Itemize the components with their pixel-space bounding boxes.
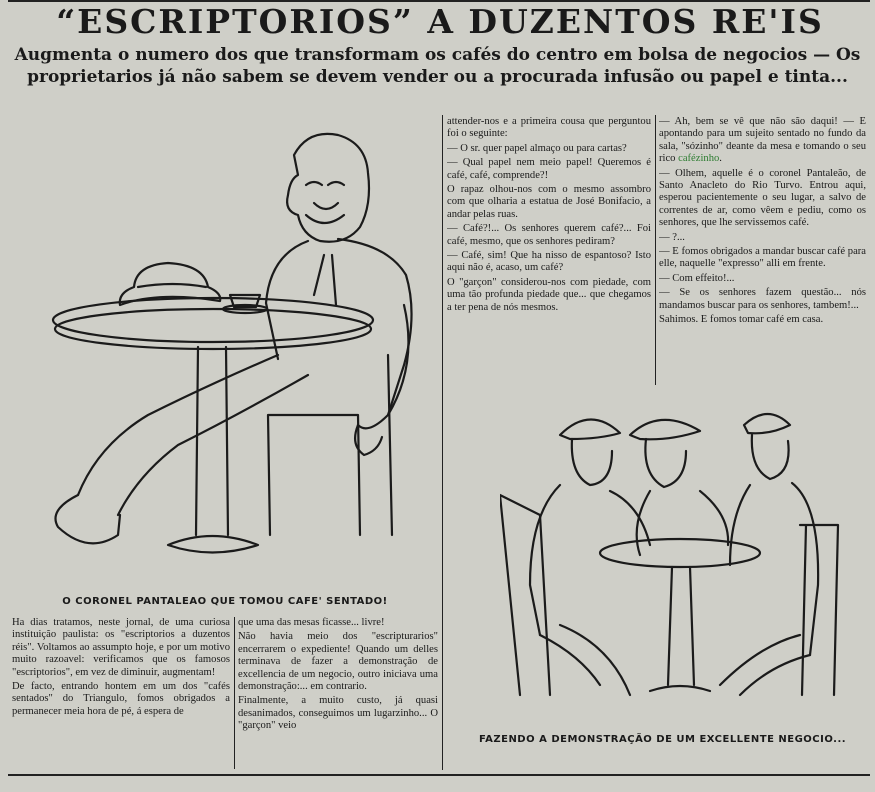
paragraph: — Com effeito!... xyxy=(659,272,735,284)
paragraph: attender-nos e a primeira cousa que perguntou foi o seguinte: xyxy=(447,116,651,140)
caption-right: FAZENDO A DEMONSTRAÇÃO DE UM EXCELLENTE NEGOCIO... xyxy=(478,734,847,745)
column-bottom-left-2 xyxy=(238,617,438,769)
paragraph xyxy=(659,116,866,166)
headline: “ESCRIPTORIOS” A DUZENTOS RE'IS xyxy=(56,2,824,41)
column-bottom-left-1 xyxy=(12,617,230,769)
paragraph: Sahimos. E fomos tomar café em casa. xyxy=(659,314,824,326)
column-middle xyxy=(447,116,651,386)
paragraph: De facto, entrando hontem em um dos "cafés sentados" do Triangulo, fomos obrigados a permanecer meia hora de pé, á espera de xyxy=(12,681,230,717)
column-divider xyxy=(234,617,235,769)
column-divider xyxy=(655,115,656,385)
paragraph: que uma das mesas ficasse... livre! xyxy=(238,617,385,628)
paragraph: — Qual papel nem meio papel! Queremos é café, café, comprende?! xyxy=(447,157,651,181)
column-divider xyxy=(442,115,443,770)
caption-left: O CORONEL PANTALEAO QUE TOMOU CAFE' SENTADO! xyxy=(62,596,388,607)
paragraph: Ha dias tratamos, neste jornal, de uma curiosa instituição paulista: os "escriptorios a duzentos réis". Voltamos ao assumpto hoje, e por um motivo muito razoavel: verificamos que os famosos "escriptorios", em vez de diminuir, augmentam! xyxy=(12,617,230,678)
column-right xyxy=(659,116,866,386)
deck: Augmenta o numero dos que transformam os cafés do centro em bolsa de negocios — Os proprietarios já não sabem se devem vender ou a procurada infusão ou papel e tinta... xyxy=(14,45,861,87)
paragraph: Finalmente, a muito custo, já quasi desanimados, conseguimos um lugarzinho... O "garçon" veio xyxy=(238,695,438,732)
cafe-table-illustration xyxy=(500,395,860,735)
paragraph: O "garçon" considerou-nos com piedade, com uma tão profunda piedade que... que chegamos a ter pena de nós mesmos. xyxy=(447,276,651,313)
paragraph: Não havia meio dos "escripturarios" encerrarem o expediente! Quando um delles terminava de fazer a demonstração de excellencia de um negocio, outro iniciava uma demonstração:... em contrario. xyxy=(238,631,438,693)
paragraph: — Se os senhores fazem questão... nós mandamos buscar para os senhores, tambem!... xyxy=(659,287,866,311)
highlighted-word: cafézinho xyxy=(678,153,720,165)
text: . xyxy=(719,153,722,165)
paragraph: — ?... xyxy=(659,231,685,243)
paragraph: — Café?!... Os senhores querem café?... Foi café, mesmo, que os senhores pediram? xyxy=(447,223,651,247)
bottom-rule xyxy=(8,774,870,776)
paragraph: O rapaz olhou-nos com o mesmo assombro com que olharia a estatua de José Bonifacio, a andar pelas ruas. xyxy=(447,184,651,220)
coronel-illustration xyxy=(8,115,438,595)
paragraph: — O sr. quer papel almaço ou para cartas? xyxy=(447,142,627,154)
text: — Ah, bem se vê que não são daqui! — E apontando para um sujeito sentado no fundo da sala, "sózinho" deante da mesa e tomando o seu rico xyxy=(659,116,866,165)
paragraph: — Café, sim! Que ha nisso de espantoso? Isto aqui não é, acaso, um café? xyxy=(447,250,651,274)
paragraph: — Olhem, aquelle é o coronel Pantaleão, de Santo Anacleto do Rio Turvo. Entrou aqui, esperou pacientemente o seu lugar, a salvo de correntes de ar, como vêem e pediu, como os senhores, que lhe servissemos café. xyxy=(659,167,866,229)
paragraph: — E fomos obrigados a mandar buscar café para elle, naquelle "expresso" alli em frente. xyxy=(659,246,866,270)
